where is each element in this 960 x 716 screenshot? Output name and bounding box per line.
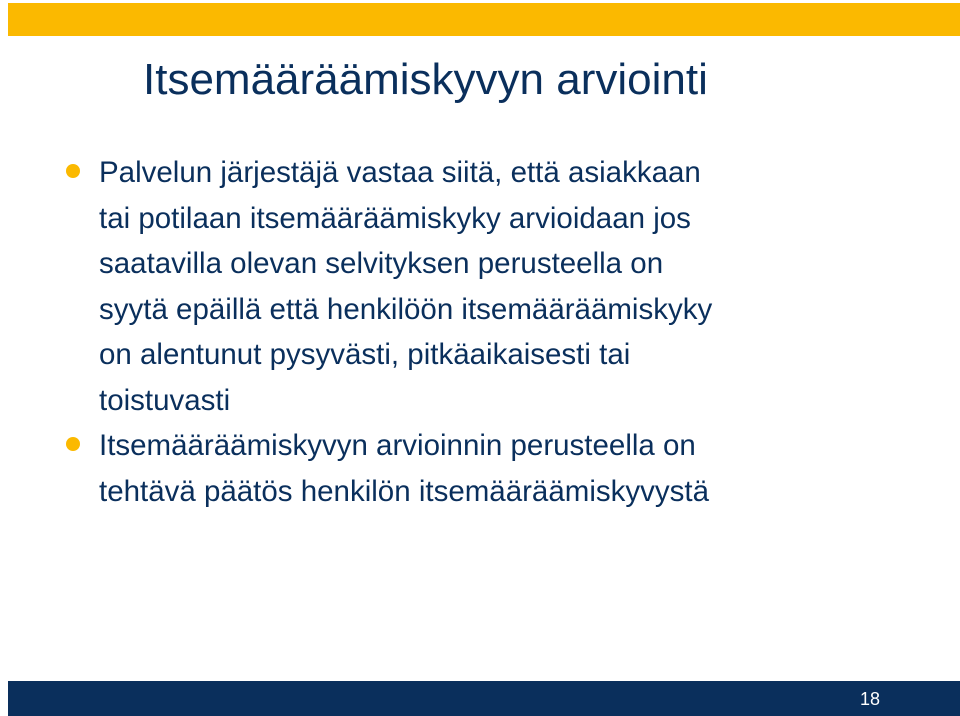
bullet-item bbox=[0, 423, 960, 514]
bullet-line: Itsemääräämiskyvyn arvioinnin perusteella on bbox=[99, 429, 696, 462]
bullet-line: tehtävä päätös henkilön itsemääräämiskyvystä bbox=[99, 474, 709, 508]
bullet-line: Palvelun järjestäjä vastaa siitä, että asiakkaan bbox=[99, 156, 701, 189]
bullet-line: toistuvasti bbox=[99, 383, 231, 417]
page-number: 18 bbox=[859, 689, 880, 709]
bullet-line: syytä epäillä että henkilöön itsemääräämiskyky bbox=[99, 292, 713, 326]
bullet-item bbox=[0, 150, 960, 423]
bullet-dot-icon bbox=[66, 437, 80, 451]
footer-bar bbox=[8, 681, 960, 716]
slide-title: Itsemääräämiskyvyn arviointi bbox=[143, 55, 708, 104]
bullet-line: tai potilaan itsemääräämiskyky arvioidaan jos bbox=[99, 201, 691, 235]
bullet-line: on alentunut pysyvästi, pitkäaikaisesti tai bbox=[99, 338, 631, 371]
bullet-dot-icon bbox=[66, 164, 80, 178]
top-accent-band bbox=[8, 3, 960, 36]
bullet-line: saatavilla olevan selvityksen perusteella on bbox=[99, 247, 664, 280]
bullet-list bbox=[0, 150, 960, 514]
